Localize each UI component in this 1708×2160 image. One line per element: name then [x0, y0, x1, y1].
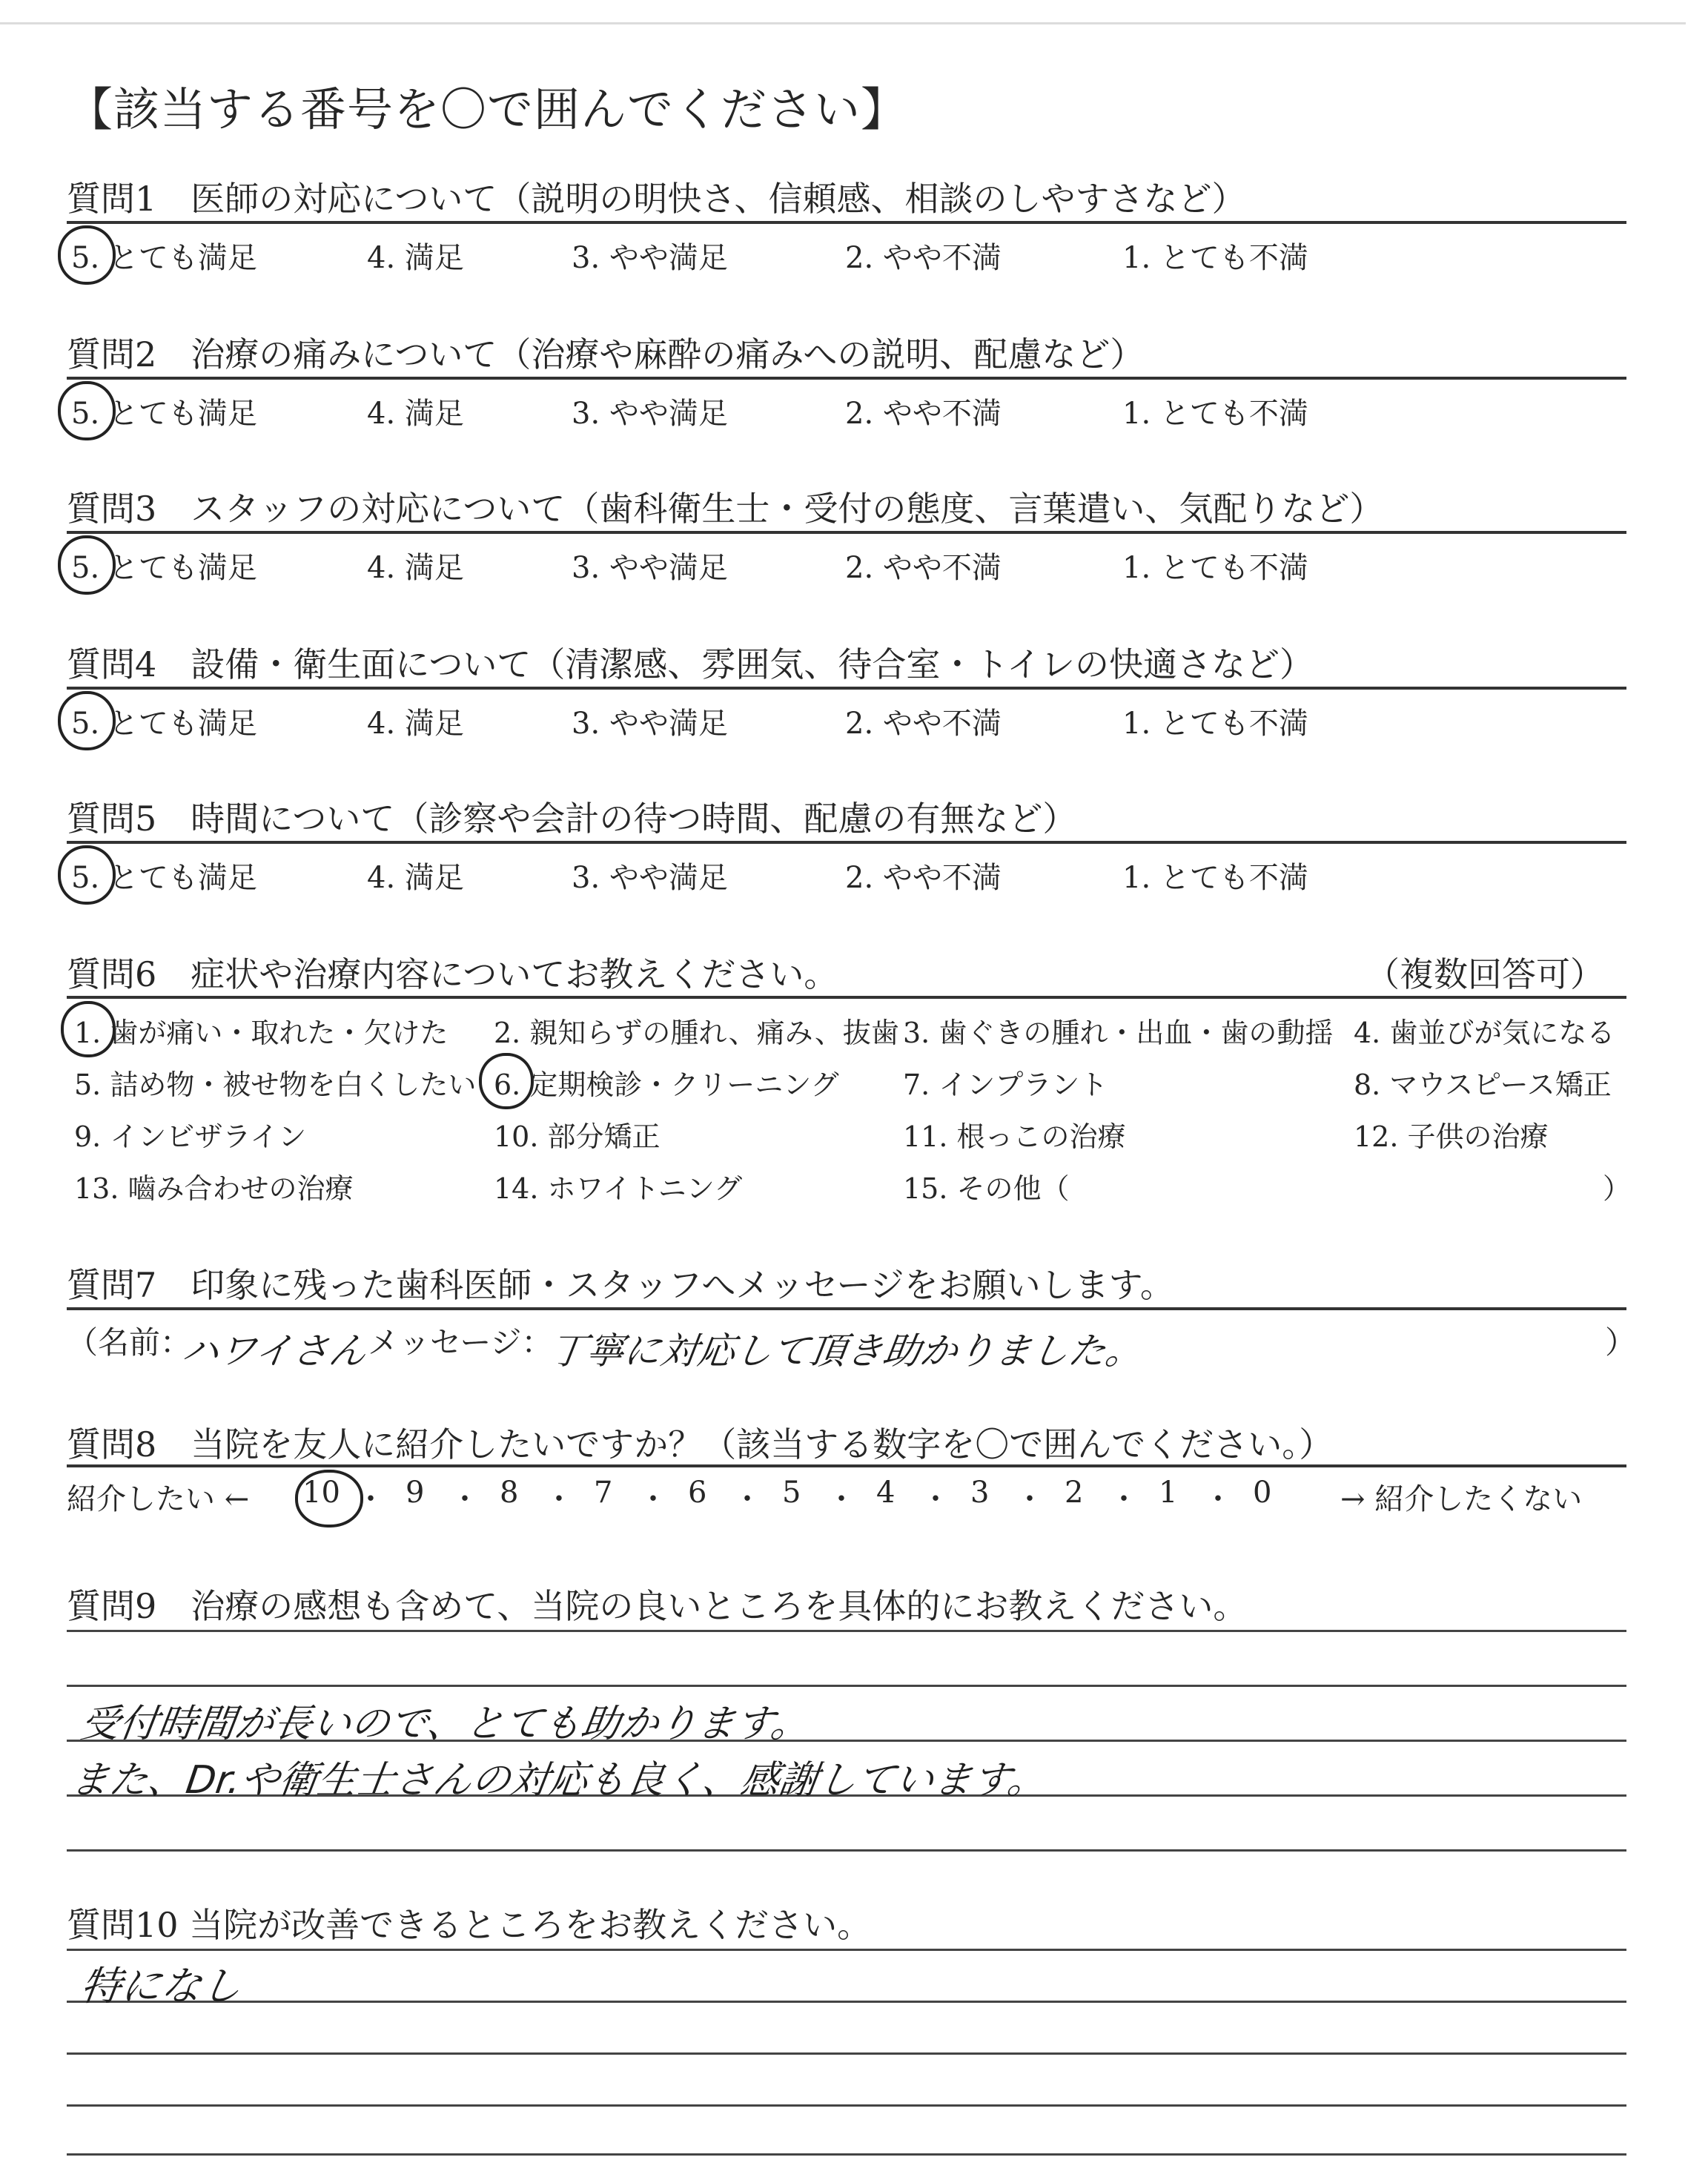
q7-message-label: メッセージ：: [368, 1324, 553, 1361]
q2-option-2[interactable]: 2. やや不満: [845, 397, 1002, 431]
q6-option-11[interactable]: 11. 根っこの治療: [903, 1120, 1126, 1153]
q8-scale-separator: ・: [1015, 1482, 1045, 1516]
q3-title: 質問3 スタッフの対応について（歯科衛生士・受付の態度、言葉遣い、気配りなど）: [67, 489, 1384, 529]
q8-rule: [67, 1464, 1626, 1467]
q6-option-2[interactable]: 2. 親知らずの腫れ、痛み、抜歯: [494, 1017, 899, 1049]
q7-message-handwritten[interactable]: 丁寧に対応して頂き助かりました。: [546, 1330, 1146, 1373]
q2-option-5[interactable]: 5. とても満足: [71, 397, 257, 431]
q2-option-3[interactable]: 3. やや満足: [572, 397, 728, 431]
q10-rule-2: [67, 2001, 1626, 2003]
q8-scale-separator: ・: [356, 1482, 385, 1516]
q6-option-9[interactable]: 9. インビザライン: [74, 1120, 307, 1153]
q2-option-4[interactable]: 4. 満足: [367, 397, 464, 431]
q8-scale-separator: ・: [638, 1482, 668, 1516]
q10-rule-4: [67, 2104, 1626, 2107]
q6-multiple-answers-note: （複数回答可）: [1366, 954, 1604, 994]
q6-option-8[interactable]: 8. マウスピース矯正: [1354, 1069, 1612, 1101]
q4-rule: [67, 687, 1626, 690]
q6-option-15-close: ）: [1603, 1172, 1632, 1205]
q8-right-label: → 紹介したくない: [1340, 1482, 1583, 1516]
q3-rule: [67, 531, 1626, 534]
q6-option-15[interactable]: 15. その他（: [903, 1172, 1070, 1205]
q9-answer-line-2[interactable]: また、Dr.や衛生士さんの対応も良く、感謝しています。: [67, 1758, 1050, 1803]
q8-scale-separator: ・: [921, 1482, 950, 1516]
q3-option-4[interactable]: 4. 満足: [367, 551, 464, 585]
q10-rule-3: [67, 2052, 1626, 2055]
q3-option-5[interactable]: 5. とても満足: [71, 551, 257, 585]
q8-scale-4[interactable]: 4: [876, 1476, 896, 1510]
q9-answer-line-1[interactable]: 受付時間が長いので、とても助かります。: [78, 1702, 813, 1746]
q5-rule: [67, 841, 1626, 844]
q8-scale-separator: ・: [1203, 1482, 1233, 1516]
q8-scale-5[interactable]: 5: [782, 1476, 801, 1510]
q6-option-3[interactable]: 3. 歯ぐきの腫れ・出血・歯の動揺: [903, 1017, 1334, 1049]
q9-rule-1: [67, 1630, 1626, 1632]
q3-option-1[interactable]: 1. とても不満: [1122, 551, 1308, 585]
q8-left-label: 紹介したい ←: [67, 1482, 250, 1516]
q1-option-5[interactable]: 5. とても満足: [71, 241, 257, 275]
q4-option-4[interactable]: 4. 満足: [367, 707, 464, 741]
q8-scale-10[interactable]: 10: [302, 1476, 340, 1510]
q7-title: 質問7 印象に残った歯科医師・スタッフへメッセージをお願いします。: [67, 1265, 1174, 1305]
q8-scale-separator: ・: [1109, 1482, 1139, 1516]
q8-title: 質問8 当院を友人に紹介したいですか？（該当する数字を〇で囲んでください。）: [67, 1424, 1334, 1464]
q2-rule: [67, 377, 1626, 380]
q8-scale-0[interactable]: 0: [1253, 1476, 1272, 1510]
q8-scale-3[interactable]: 3: [970, 1476, 990, 1510]
q1-option-4[interactable]: 4. 満足: [367, 241, 464, 275]
q7-name-handwritten[interactable]: ハワイさん: [179, 1330, 370, 1373]
q6-option-7[interactable]: 7. インプラント: [903, 1069, 1108, 1101]
q5-option-4[interactable]: 4. 満足: [367, 861, 464, 895]
q5-option-5[interactable]: 5. とても満足: [71, 861, 257, 895]
q7-name-label: （名前：: [67, 1324, 192, 1361]
q4-option-5[interactable]: 5. とても満足: [71, 707, 257, 741]
q2-title: 質問2 治療の痛みについて（治療や麻酔の痛みへの説明、配慮など）: [67, 334, 1145, 374]
q10-rule-5: [67, 2153, 1626, 2156]
q10-rule-1: [67, 1949, 1626, 1951]
q5-title: 質問5 時間について（診察や会計の待つ時間、配慮の有無など）: [67, 799, 1077, 839]
q8-scale-6[interactable]: 6: [688, 1476, 707, 1510]
q3-option-3[interactable]: 3. やや満足: [572, 551, 728, 585]
q8-scale-1[interactable]: 1: [1159, 1476, 1178, 1510]
q6-option-10[interactable]: 10. 部分矯正: [494, 1120, 661, 1153]
q6-rule: [67, 996, 1626, 999]
q6-option-5[interactable]: 5. 詰め物・被せ物を白くしたい: [74, 1069, 477, 1101]
q1-option-3[interactable]: 3. やや満足: [572, 241, 728, 275]
instruction-header: 【該当する番号を〇で囲んでください】: [67, 82, 908, 136]
q9-rule-2: [67, 1685, 1626, 1687]
q1-rule: [67, 221, 1626, 224]
q8-scale-9[interactable]: 9: [406, 1476, 425, 1510]
q1-option-2[interactable]: 2. やや不満: [845, 241, 1002, 275]
q9-rule-5: [67, 1849, 1626, 1852]
q6-title: 質問6 症状や治療内容についてお教えください。: [67, 954, 838, 994]
q5-option-2[interactable]: 2. やや不満: [845, 861, 1002, 895]
q6-option-14[interactable]: 14. ホワイトニング: [494, 1172, 743, 1205]
q6-option-6[interactable]: 6. 定期検診・クリーニング: [494, 1069, 839, 1101]
q3-option-2[interactable]: 2. やや不満: [845, 551, 1002, 585]
q8-scale-separator: ・: [450, 1482, 480, 1516]
q1-option-1[interactable]: 1. とても不満: [1122, 241, 1308, 275]
q10-title: 質問10 当院が改善できるところをお教えください。: [67, 1905, 872, 1945]
q4-title: 質問4 設備・衛生面について（清潔感、雰囲気、待合室・トイレの快適さなど）: [67, 644, 1314, 684]
q4-option-1[interactable]: 1. とても不満: [1122, 707, 1308, 741]
q7-rule: [67, 1307, 1626, 1310]
q6-option-4[interactable]: 4. 歯並びが気になる: [1354, 1017, 1615, 1049]
q8-scale-2[interactable]: 2: [1065, 1476, 1084, 1510]
q8-scale-8[interactable]: 8: [500, 1476, 519, 1510]
q4-option-3[interactable]: 3. やや満足: [572, 707, 728, 741]
q10-answer-handwritten[interactable]: 特になし: [78, 1963, 245, 2009]
q9-title: 質問9 治療の感想も含めて、当院の良いところを具体的にお教えください。: [67, 1586, 1248, 1626]
q8-scale-7[interactable]: 7: [594, 1476, 613, 1510]
q7-close-paren: ）: [1605, 1324, 1637, 1361]
scan-top-edge: [0, 22, 1686, 24]
q6-option-12[interactable]: 12. 子供の治療: [1354, 1120, 1549, 1153]
q8-scale-separator: ・: [827, 1482, 856, 1516]
q8-scale-separator: ・: [544, 1482, 574, 1516]
q8-scale-separator: ・: [732, 1482, 762, 1516]
q1-title: 質問1 医師の対応について（説明の明快さ、信頼感、相談のしやすさなど）: [67, 179, 1246, 219]
q4-option-2[interactable]: 2. やや不満: [845, 707, 1002, 741]
q5-option-1[interactable]: 1. とても不満: [1122, 861, 1308, 895]
q6-option-1[interactable]: 1. 歯が痛い・取れた・欠けた: [74, 1017, 448, 1049]
q5-option-3[interactable]: 3. やや満足: [572, 861, 728, 895]
q2-option-1[interactable]: 1. とても不満: [1122, 397, 1308, 431]
q6-option-13[interactable]: 13. 嚙み合わせの治療: [74, 1172, 354, 1205]
